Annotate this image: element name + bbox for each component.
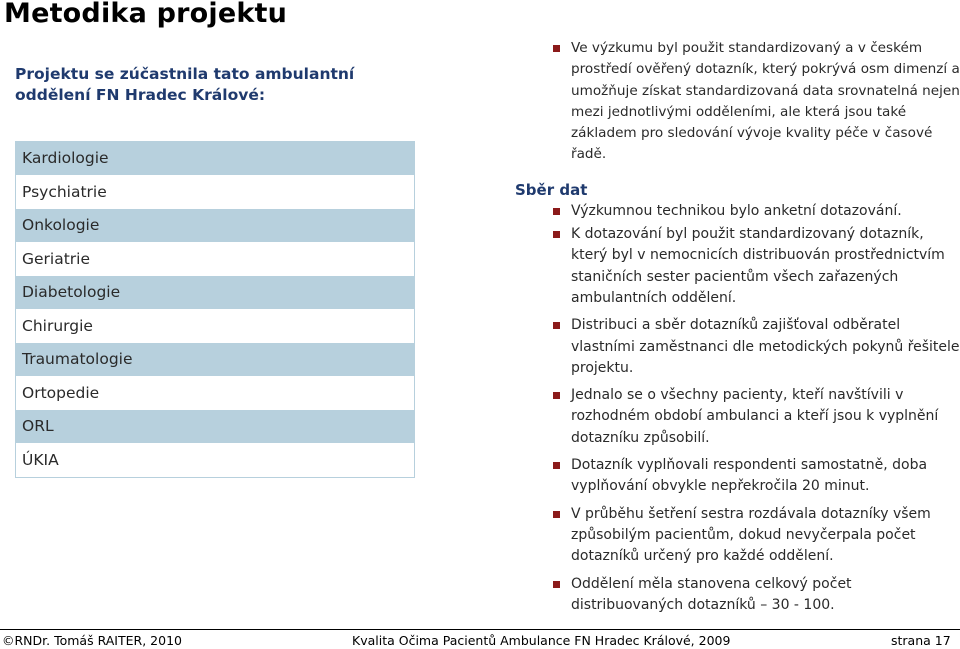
intro-bullet: Ve výzkumu byl použit standardizovaný a v českém prostředí ověřený dotazník, který pokrývá osm dimenzí a umožňuje získat standardizovaná data srovnatelná nejen mezi jednotlivými odděleními, ale která jsou také základem pro sledování vývoje kvality péče v časové řadě.	[515, 38, 960, 166]
page-title: Metodika projektu	[4, 0, 288, 29]
page-subtitle: Projektu se zúčastnila tato ambulantní oddělení FN Hradec Králové:	[15, 65, 355, 104]
department-row: Traumatologie	[16, 343, 414, 377]
department-table	[15, 141, 415, 478]
department-row: Kardiologie	[16, 142, 414, 176]
department-row: Ortopedie	[16, 377, 414, 411]
department-row: Diabetologie	[16, 276, 414, 310]
data-collection-bullet: K dotazování byl použit standardizovaný dotazník, který byl v nemocnicích distribuován prostřednictvím staničních sester pacientům všech zařazených ambulantních oddělení.	[515, 224, 960, 309]
footer-page-number: strana 17	[891, 633, 951, 648]
department-row: Psychiatrie	[16, 176, 414, 210]
footer-divider	[0, 629, 960, 630]
data-collection-bullet: Oddělení měla stanovena celkový počet distribuovaných dotazníků – 30 - 100.	[515, 574, 960, 617]
data-collection-bullet: Jednalo se o všechny pacienty, kteří navštívili v rozhodném období ambulanci a kteří jsou k vyplnění dotazníku způsobilí.	[515, 385, 960, 449]
department-row: Chirurgie	[16, 310, 414, 344]
methodology-text	[515, 38, 960, 616]
department-row: Onkologie	[16, 209, 414, 243]
data-collection-bullet: V průběhu šetření sestra rozdávala dotazníky všem způsobilým pacientům, dokud nevyčerpala počet dotazníků určený pro každé oddělení.	[515, 504, 960, 568]
data-collection-bullet: Výzkumnou technikou bylo anketní dotazování.	[515, 201, 960, 222]
data-collection-heading: Sběr dat	[515, 180, 588, 199]
data-collection-bullet: Dotazník vyplňovali respondenti samostatně, doba vyplňování obvykle nepřekročila 20 minut.	[515, 455, 960, 498]
footer-center: Kvalita Očima Pacientů Ambulance FN Hradec Králové, 2009	[352, 633, 731, 648]
department-row: ORL	[16, 410, 414, 444]
department-row: Geriatrie	[16, 243, 414, 277]
data-collection-bullet: Distribuci a sběr dotazníků zajišťoval odběratel vlastními zaměstnanci dle metodických pokynů řešitele projektu.	[515, 315, 960, 379]
department-row: ÚKIA	[16, 444, 414, 478]
footer-author: ©RNDr. Tomáš RAITER, 2010	[2, 633, 182, 648]
